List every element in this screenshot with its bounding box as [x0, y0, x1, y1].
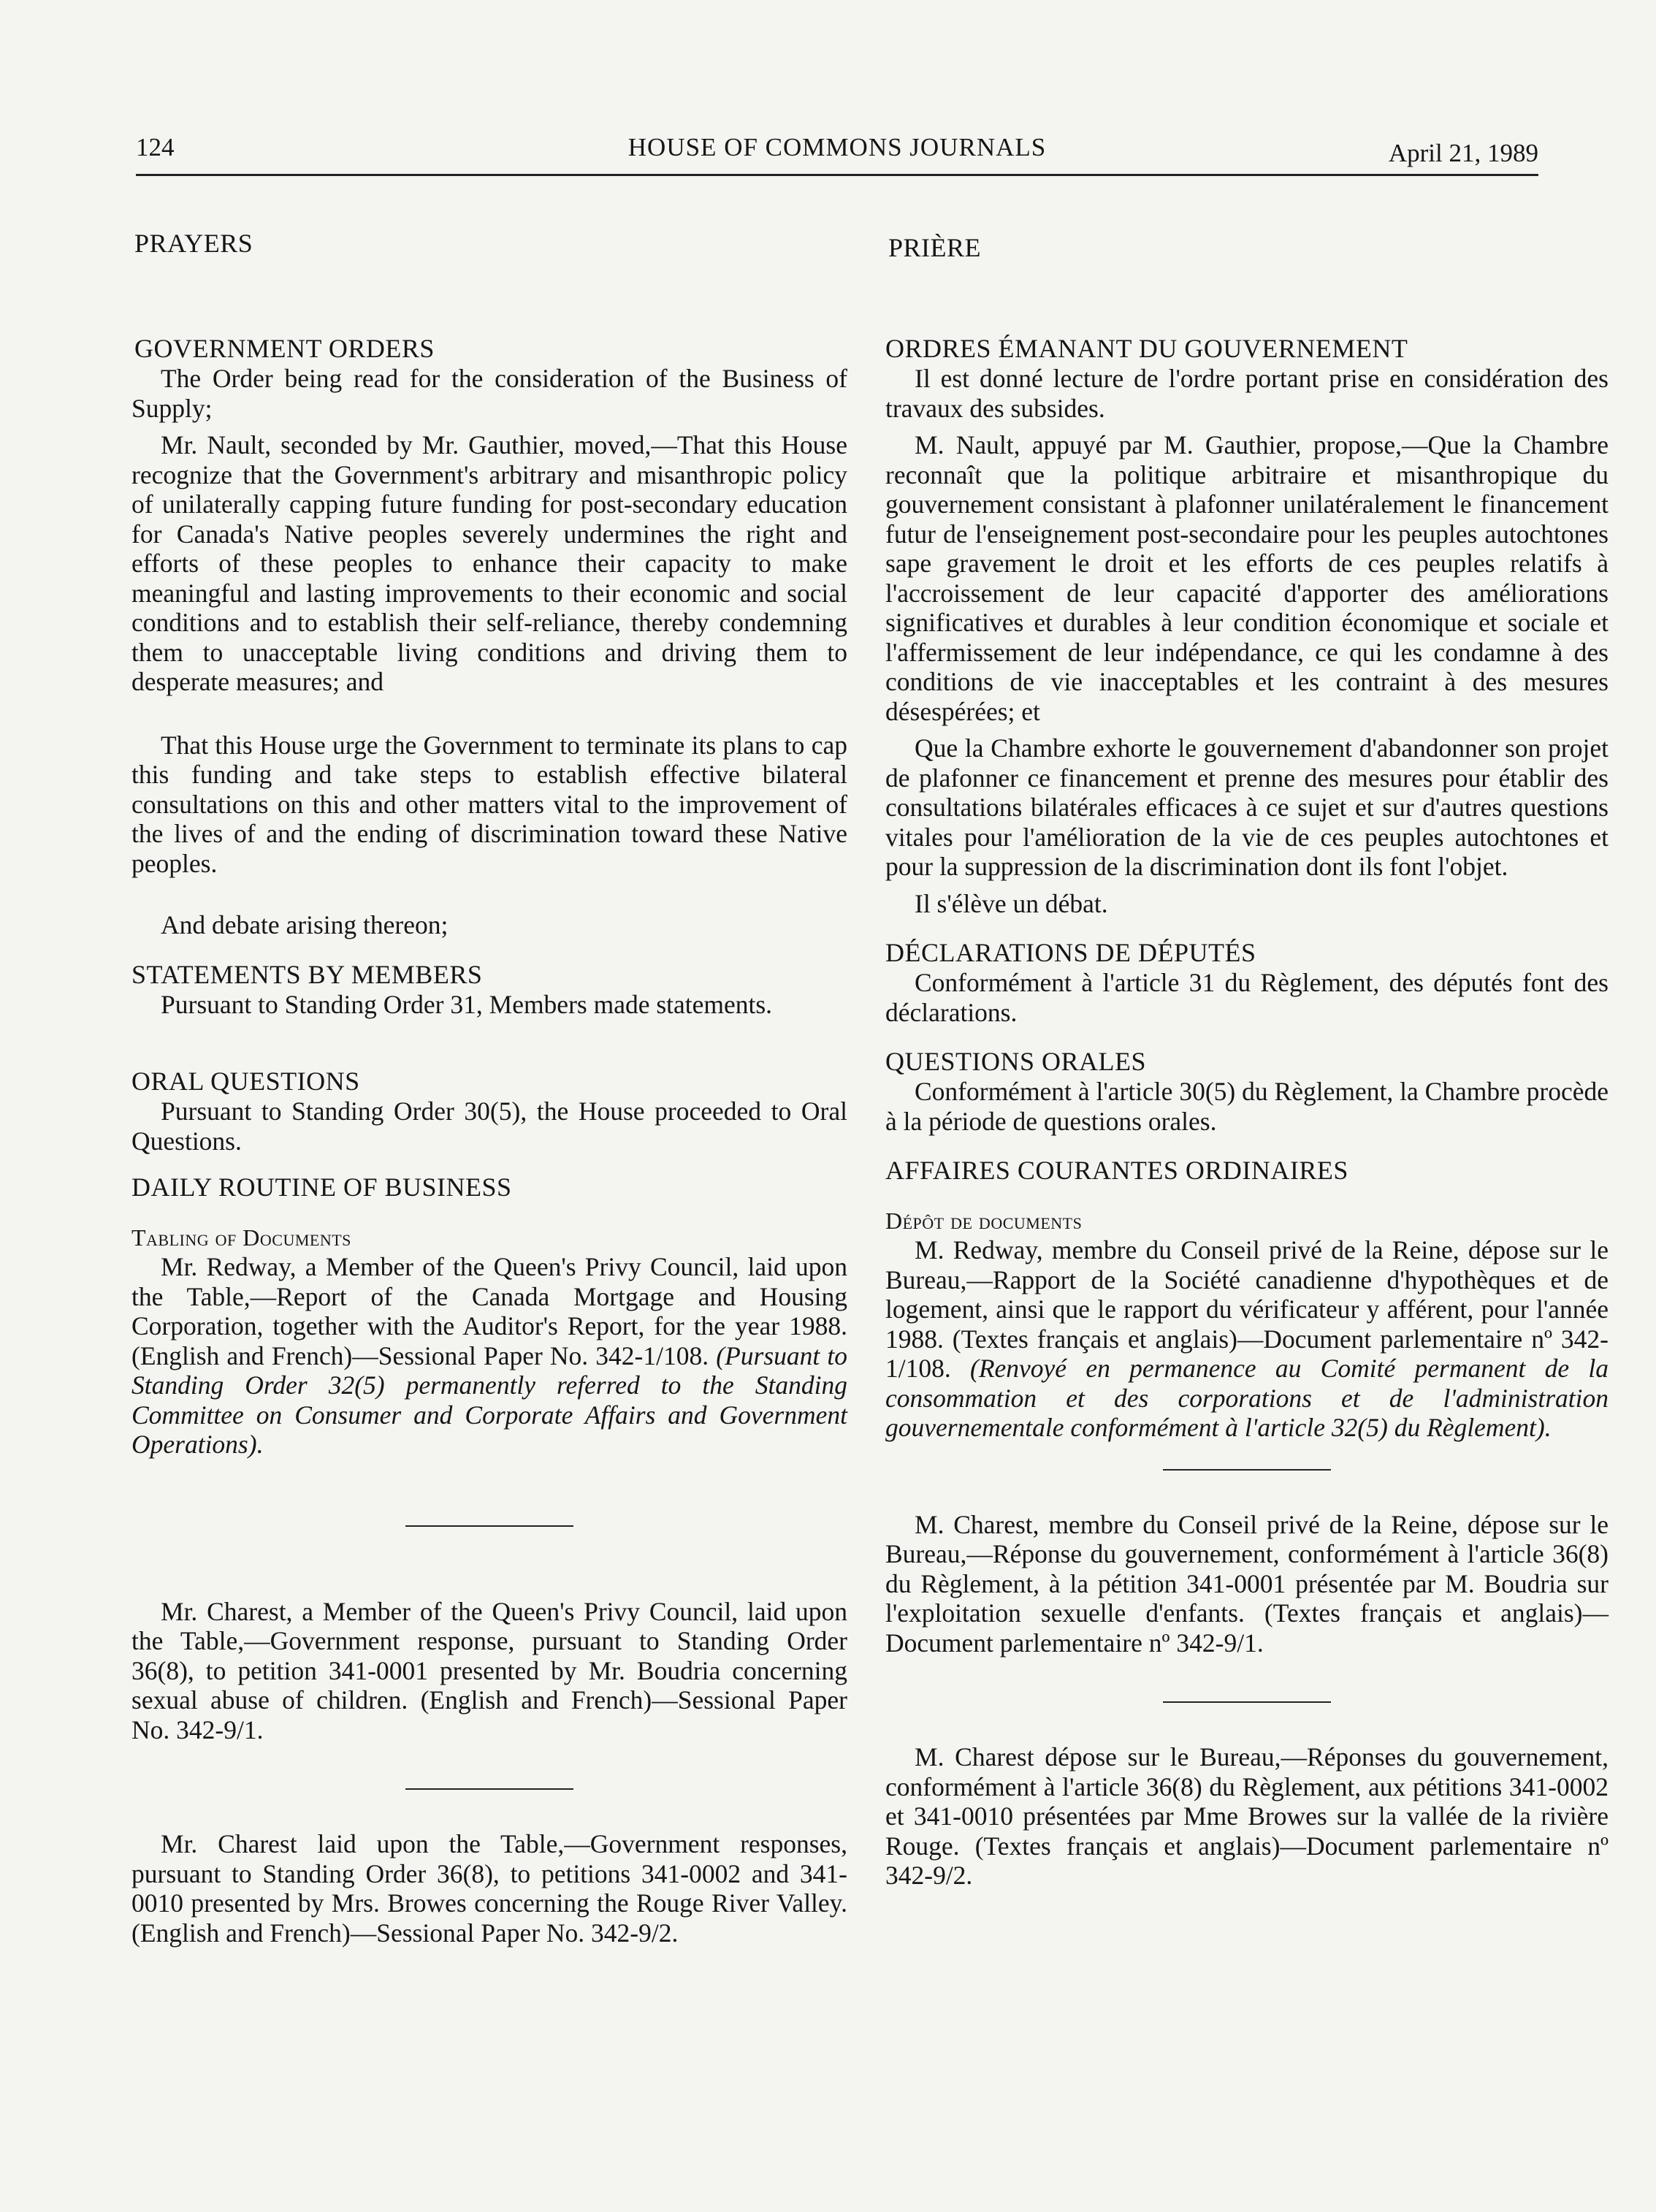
oral-questions-heading: QUESTIONS ORALES	[885, 1047, 1147, 1076]
daily-routine-heading: DAILY ROUTINE OF BUSINESS	[131, 1172, 512, 1202]
tabling-paragraph	[131, 1252, 847, 1460]
tabling-paragraph: Mr. Charest, a Member of the Queen's Privy Council, laid upon the Table,—Government response, pursuant to Standing Order 36(8), to petition 341-0001 presented by Mr. Boudria concerning sexual abuse of children. (English and French)—Sessional Paper No. 342-9/1.	[131, 1596, 847, 1744]
tabling-subheading: Dépôt de documents	[885, 1208, 1083, 1234]
section-divider	[405, 1525, 573, 1527]
french-column	[885, 228, 1609, 1891]
motion-paragraph: M. Nault, appuyé par M. Gauthier, propose,—Que la Chambre reconnaît que la politique arbitraire et misanthropique du gouvernement consistant à plafonner unilatéralement le financement futur de l'enseignement post-secondaire pour les peuples autochtones sape gravement le droit et les efforts de ces peuples relatifs à l'accroissement de leur capacité d'apporter des améliorations significatives et durables à leur condition économique et sociale et l'affermissement de leur indépendance, ce qui les condamne à des conditions de vie inacceptables et les contraint à des mesures désespérées; et	[885, 430, 1609, 726]
page-number: 124	[136, 133, 175, 161]
tabling-referral: (Pursuant to Standing Order 32(5) permanently referred to the Standing Committee on Consumer and Corporate Affairs and Government Operations).	[131, 1340, 848, 1459]
section-divider	[405, 1788, 573, 1790]
statements-heading: STATEMENTS BY MEMBERS	[131, 959, 483, 989]
oral-questions-paragraph: Conformément à l'article 30(5) du Règlement, la Chambre procède à la période de questions orales.	[885, 1077, 1609, 1136]
tabling-paragraph: M. Charest dépose sur le Bureau,—Réponses du gouvernement, conformément à l'article 36(8) du Règlement, aux pétitions 341-0002 et 341-0010 présentées par Mme Browes sur la vallée de la rivière Rouge. (Textes français et anglais)—Document parlementaire nº 342-9/2.	[885, 1742, 1609, 1890]
government-orders-heading: GOVERNMENT ORDERS	[134, 334, 435, 363]
daily-routine-heading: AFFAIRES COURANTES ORDINAIRES	[885, 1156, 1348, 1185]
prayers-heading: PRIÈRE	[888, 233, 982, 262]
tabling-text: Mr. Redway, a Member of the Queen's Privy Council, laid upon the Table,—Report of the Canada Mortgage and Housing Corporation, together with the Auditor's Report, for the year 1988. (English and French)—Sessional Paper No. 342-1/108.	[131, 1252, 847, 1370]
debate-paragraph: Il s'élève un débat.	[915, 888, 1108, 918]
prayers-heading: PRAYERS	[134, 229, 253, 258]
tabling-subheading: Tabling of Documents	[131, 1224, 351, 1251]
english-column	[131, 228, 847, 1948]
government-orders-heading: ORDRES ÉMANANT DU GOUVERNEMENT	[885, 334, 1408, 363]
government-orders-paragraph: Il est donné lecture de l'ordre portant prise en considération des travaux des subsides.	[885, 364, 1609, 423]
running-head	[136, 126, 1538, 176]
motion-paragraph: Mr. Nault, seconded by Mr. Gauthier, moved,—That this House recognize that the Government's arbitrary and misanthropic policy of unilaterally capping future funding for post-secondary education for Canada's Native peoples severely undermines the right and efforts of these peoples to enhance their capacity to make meaningful and lasting improvements to their economic and social conditions and to establish their self-reliance, thereby condemning them to unacceptable living conditions and driving them to desperate measures; and	[131, 430, 847, 696]
section-divider	[1163, 1469, 1331, 1471]
tabling-referral: (Renvoyé en permanence au Comité permanent de la consommation et des corporations et de l'administration gouvernementale conformément à l'article 32(5) du Règlement).	[885, 1354, 1609, 1442]
motion-paragraph: That this House urge the Government to terminate its plans to cap this funding and take steps to establish effective bilateral consultations on this and other matters vital to the improvement of the lives of and the ending of discrimination toward these Native peoples.	[131, 730, 847, 878]
motion-paragraph: Que la Chambre exhorte le gouvernement d'abandonner son projet de plafonner ce financement et prenne des mesures pour établir des consultations bilatérales efficaces à ce sujet et sur d'autres questions vitales pour l'amélioration de la vie de ces peuples autochtones et pour la suppression de la discrimination dont ils font l'objet.	[885, 733, 1609, 881]
oral-questions-paragraph: Pursuant to Standing Order 30(5), the House proceeded to Oral Questions.	[131, 1097, 847, 1156]
journal-date: April 21, 1989	[1388, 139, 1538, 167]
statements-heading: DÉCLARATIONS DE DÉPUTÉS	[885, 938, 1256, 967]
journal-title: HOUSE OF COMMONS JOURNALS	[627, 133, 1047, 161]
statements-paragraph: Conformément à l'article 31 du Règlement, des députés font des déclarations.	[885, 968, 1609, 1027]
tabling-text: M. Redway, membre du Conseil privé de la Reine, dépose sur le Bureau,—Rapport de la Société canadienne d'hypothèques et de logement, ainsi que le rapport du vérificateur y afférent, pour l'année 1988. (Textes français et anglais)—Document parlementaire nº 342-1/108.	[885, 1235, 1609, 1383]
government-orders-paragraph: The Order being read for the consideration of the Business of Supply;	[131, 364, 847, 423]
tabling-paragraph: Mr. Charest laid upon the Table,—Government responses, pursuant to Standing Order 36(8), to petitions 341-0002 and 341-0010 presented by Mrs. Browes concerning the Rouge River Valley. (English and French)—Sessional Paper No. 342-9/2.	[131, 1829, 847, 1948]
section-divider	[1163, 1701, 1331, 1703]
oral-questions-heading: ORAL QUESTIONS	[131, 1067, 360, 1096]
tabling-paragraph: M. Charest, membre du Conseil privé de la Reine, dépose sur le Bureau,—Réponse du gouvernement, conformément à l'article 36(8) du Règlement, à la pétition 341-0001 présentée par M. Boudria sur l'exploitation sexuelle d'enfants. (Textes français et anglais)—Document parlementaire nº 342-9/1.	[885, 1509, 1609, 1658]
statements-paragraph: Pursuant to Standing Order 31, Members made statements.	[161, 989, 773, 1019]
tabling-paragraph	[885, 1235, 1609, 1443]
debate-paragraph: And debate arising thereon;	[161, 910, 449, 939]
